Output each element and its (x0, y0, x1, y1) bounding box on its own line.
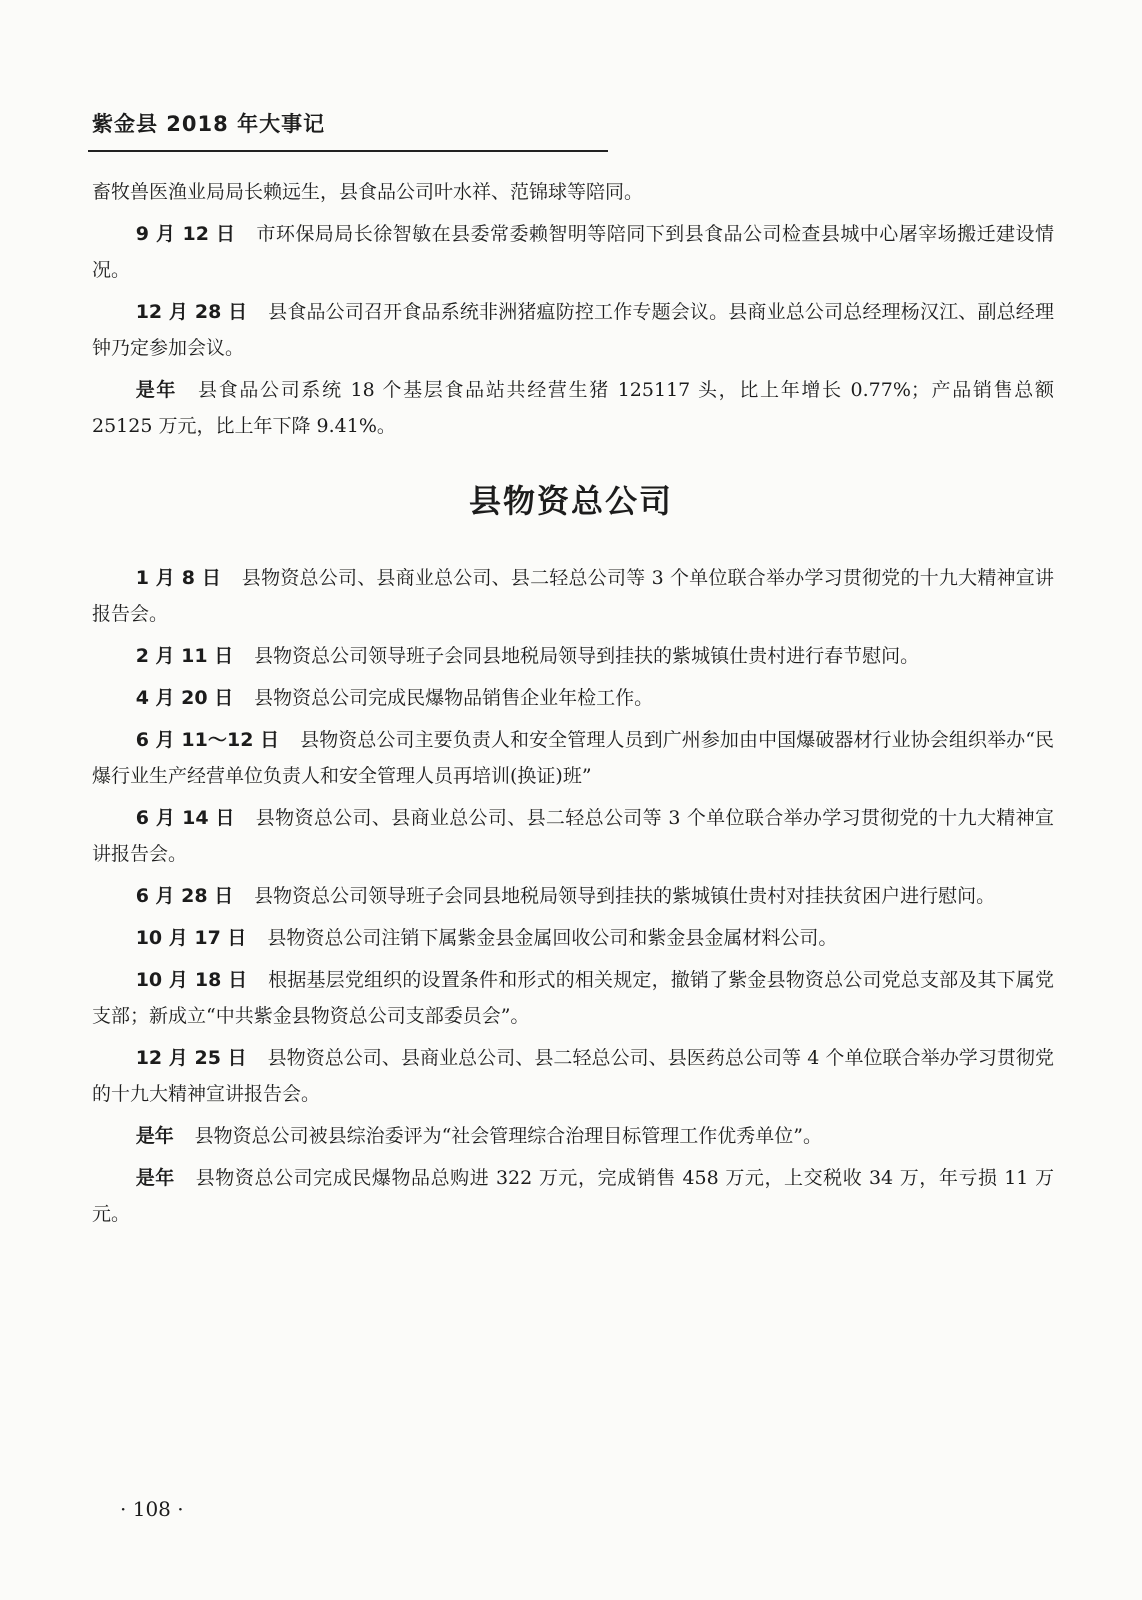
entry-date: 12 月 25 日 (135, 1047, 247, 1069)
entry-date: 是年 (135, 1125, 174, 1147)
running-header: 紫金县 2018 年大事记 (92, 112, 326, 136)
list-item (92, 800, 1054, 872)
entry-date: 1 月 8 日 (135, 567, 222, 589)
entry-date: 12 月 28 日 (135, 301, 248, 323)
entry-date: 2 月 11 日 (135, 645, 234, 667)
list-item (92, 722, 1054, 794)
entry-text: 县物资总公司完成民爆物品总购进 322 万元，完成销售 458 万元，上交税收 34 万，年亏损 11 万元。 (92, 1167, 1054, 1225)
list-item (92, 962, 1054, 1034)
entry-date: 10 月 17 日 (135, 927, 247, 949)
list-item (92, 1160, 1054, 1232)
list-item (92, 1040, 1054, 1112)
list-item (92, 1118, 1054, 1154)
entry-text: 县物资总公司主要负责人和安全管理人员到广州参加由中国爆破器材行业协会组织举办“民爆行业生产经营单位负责人和安全管理人员再培训(换证)班” (92, 729, 1055, 787)
entry-text: 县物资总公司、县商业总公司、县二轻总公司等 3 个单位联合举办学习贯彻党的十九大精神宣讲报告会。 (92, 807, 1054, 865)
entry-text: 县物资总公司完成民爆物品销售企业年检工作。 (254, 687, 654, 709)
entry-text: 县食品公司系统 18 个基层食品站共经营生猪 125117 头，比上年增长 0.77%；产品销售总额 25125 万元，比上年下降 9.41%。 (92, 379, 1054, 437)
list-item (92, 920, 1054, 956)
entry-text: 县食品公司召开食品系统非洲猪瘟防控工作专题会议。县商业总公司总经理杨汉江、副总经理钟乃定参加会议。 (92, 301, 1054, 359)
list-item (92, 294, 1054, 366)
entry-date: 9 月 12 日 (135, 223, 236, 245)
entry-text: 县物资总公司领导班子会同县地税局领导到挂扶的紫城镇仕贵村对挂扶贫困户进行慰问。 (254, 885, 996, 907)
entry-date: 是年 (135, 379, 178, 401)
entry-text: 根据基层党组织的设置条件和形式的相关规定，撤销了紫金县物资总公司党总支部及其下属党支部；新成立“中共紫金县物资总公司支部委员会”。 (92, 969, 1054, 1027)
entry-date: 10 月 18 日 (135, 969, 248, 991)
entry-date: 4 月 20 日 (135, 687, 234, 709)
section-title: 县物资总公司 (468, 482, 673, 520)
list-item (92, 638, 1054, 674)
page-number: · 108 · (120, 1497, 184, 1521)
top-entries (92, 174, 1054, 450)
continued-text: 畜牧兽医渔业局局长赖远生，县食品公司叶水祥、范锦球等陪同。 (92, 181, 644, 203)
entry-date: 6 月 28 日 (135, 885, 234, 907)
entry-date: 是年 (135, 1167, 175, 1189)
list-item (92, 372, 1054, 444)
entry-text: 县物资总公司领导班子会同县地税局领导到挂扶的紫城镇仕贵村进行春节慰问。 (254, 645, 920, 667)
entry-text: 县物资总公司注销下属紫金县金属回收公司和紫金县金属材料公司。 (267, 927, 838, 949)
entry-text: 县物资总公司被县综治委评为“社会管理综合治理目标管理工作优秀单位”。 (194, 1125, 823, 1147)
entry-text: 县物资总公司、县商业总公司、县二轻总公司等 3 个单位联合举办学习贯彻党的十九大精神宣讲报告会。 (92, 567, 1054, 625)
list-item (92, 878, 1054, 914)
list-item (92, 216, 1054, 288)
section-entries (92, 560, 1054, 1238)
entry-date: 6 月 11～12 日 (135, 729, 280, 751)
header-rule (88, 150, 608, 152)
entry-text: 市环保局局长徐智敏在县委常委赖智明等陪同下到县食品公司检查县城中心屠宰场搬迁建设情况。 (92, 223, 1054, 281)
list-item (92, 560, 1054, 632)
entry-text: 县物资总公司、县商业总公司、县二轻总公司、县医药总公司等 4 个单位联合举办学习贯彻党的十九大精神宣讲报告会。 (92, 1047, 1054, 1105)
list-item (92, 680, 1054, 716)
entry-date: 6 月 14 日 (135, 807, 235, 829)
